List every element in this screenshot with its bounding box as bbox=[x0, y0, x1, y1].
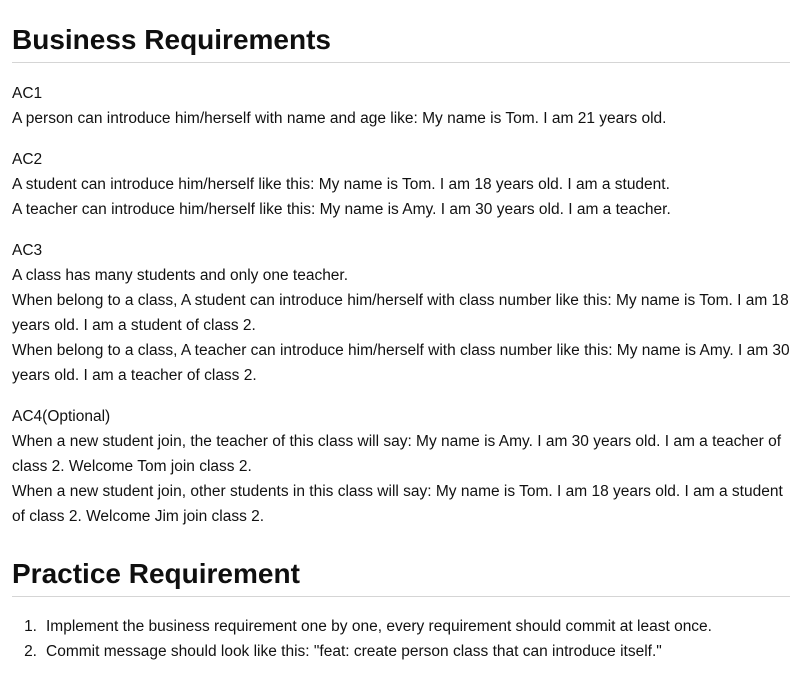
ac-title: AC1 bbox=[12, 85, 43, 102]
list-item-number: 1. bbox=[24, 618, 37, 635]
ac-line: A student can introduce him/herself like this: My name is Tom. I am 18 years old. I am a student. bbox=[12, 176, 670, 193]
list-item-text: Implement the business requirement one by one, every requirement should commit at least once. bbox=[46, 618, 712, 635]
acceptance-criteria-list bbox=[12, 81, 790, 529]
heading-divider bbox=[12, 596, 790, 597]
ac-line: A teacher can introduce him/herself like this: My name is Amy. I am 30 years old. I am a teacher. bbox=[12, 201, 671, 218]
list-item bbox=[12, 614, 790, 639]
ac-line: When a new student join, the teacher of this class will say: My name is Amy. I am 30 years old. I am a teacher of class 2. Welcome Tom join class 2. bbox=[12, 433, 782, 475]
practice-requirement-heading: Practice Requirement bbox=[12, 558, 300, 589]
ac-block-4 bbox=[12, 404, 790, 529]
practice-requirement-section bbox=[12, 556, 790, 664]
list-item-text: Commit message should look like this: "feat: create person class that can introduce itself." bbox=[46, 643, 662, 660]
ac-block-1 bbox=[12, 81, 790, 131]
ac-block-2 bbox=[12, 147, 790, 222]
ac-title: AC3 bbox=[12, 242, 43, 259]
ac-title: AC2 bbox=[12, 151, 43, 168]
ac-line: When belong to a class, A student can introduce him/herself with class number like this: My name is Tom. I am 18 years old. I am a student of class 2. bbox=[12, 292, 789, 334]
business-requirements-heading: Business Requirements bbox=[12, 24, 331, 55]
ac-title: AC4(Optional) bbox=[12, 408, 111, 425]
ac-line: A person can introduce him/herself with name and age like: My name is Tom. I am 21 years old. bbox=[12, 110, 667, 127]
ac-line: A class has many students and only one teacher. bbox=[12, 267, 349, 284]
ac-block-3 bbox=[12, 238, 790, 388]
ac-line: When belong to a class, A teacher can introduce him/herself with class number like this: My name is Amy. I am 30 years old. I am a teacher of class 2. bbox=[12, 342, 790, 384]
business-requirements-section bbox=[12, 22, 790, 529]
ac-line: When a new student join, other students in this class will say: My name is Tom. I am 18 years old. I am a student of class 2. Welcome Jim join class 2. bbox=[12, 483, 783, 525]
heading-divider bbox=[12, 62, 790, 63]
list-item-number: 2. bbox=[24, 643, 37, 660]
practice-requirement-list bbox=[12, 614, 790, 664]
list-item bbox=[12, 639, 790, 664]
